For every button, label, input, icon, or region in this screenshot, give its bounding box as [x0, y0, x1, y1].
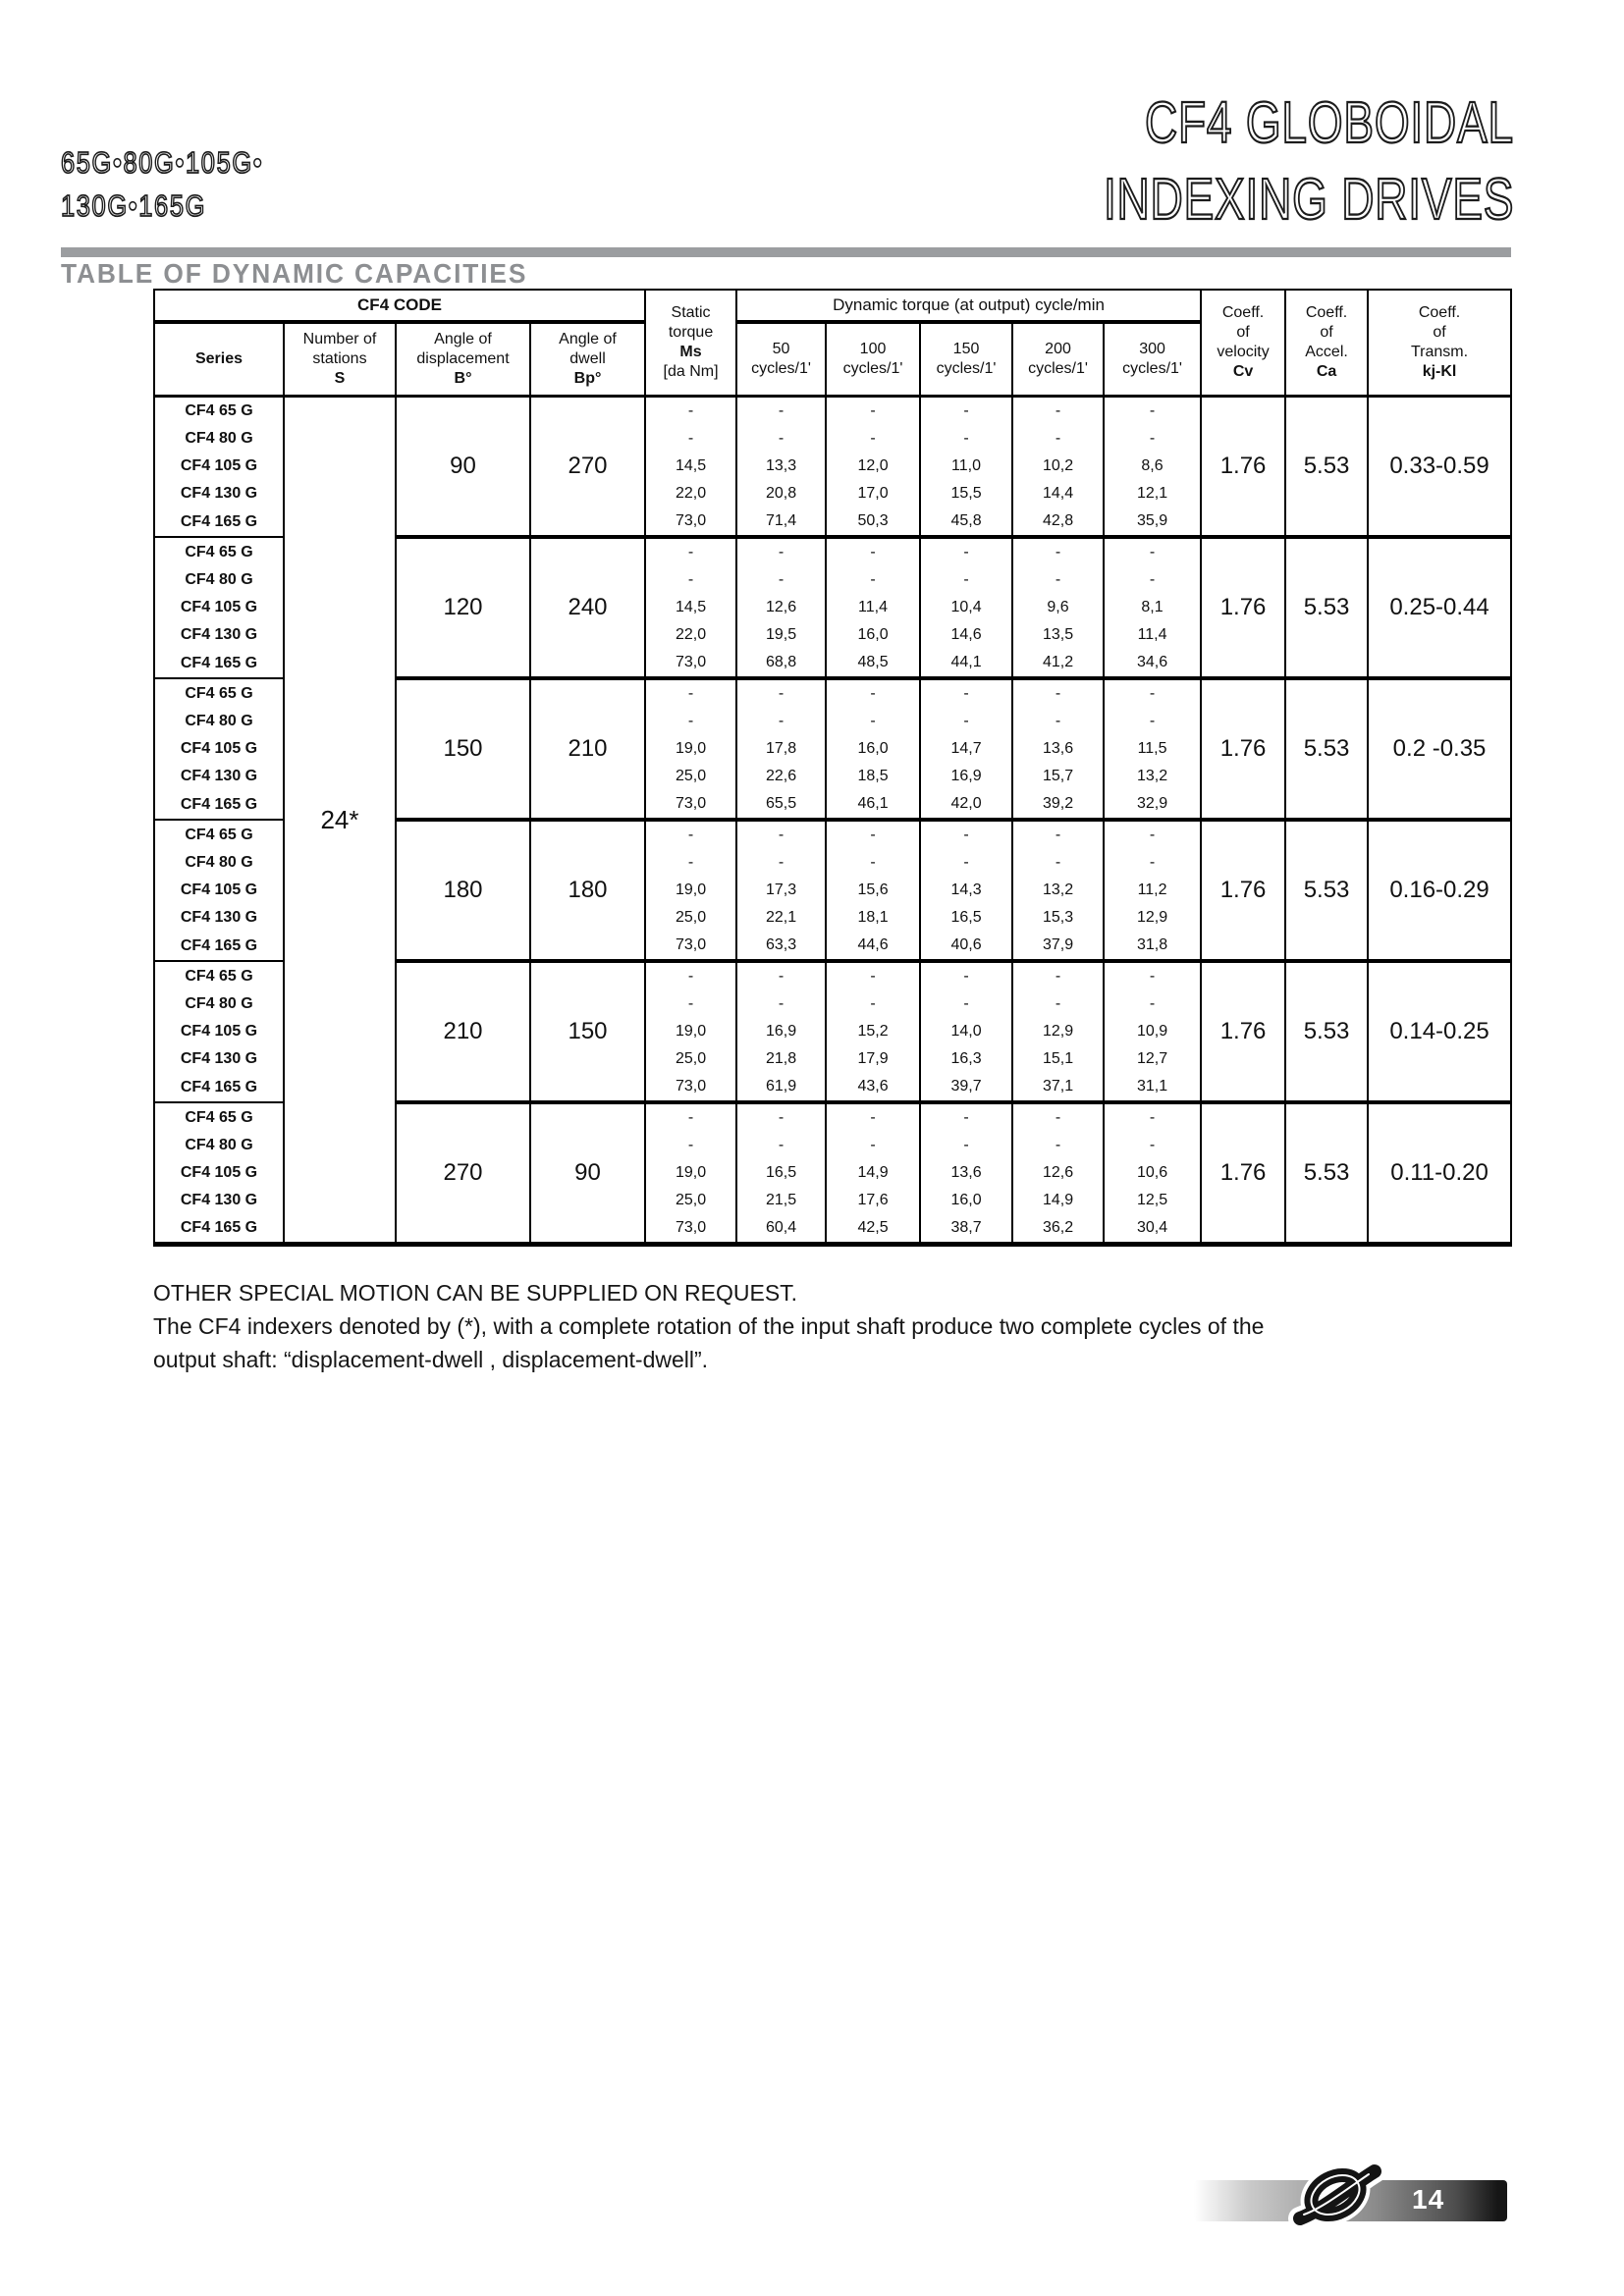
dynamic-torque-cell: 10,6 — [1104, 1159, 1201, 1187]
dynamic-torque-cell: 16,0 — [826, 621, 920, 649]
dynamic-torque-cell: - — [736, 708, 826, 735]
dynamic-torque-cell: - — [826, 566, 920, 594]
dynamic-torque-cell: - — [1012, 537, 1104, 566]
coeff-velocity-cell: 1.76 — [1201, 961, 1285, 1102]
dynamic-capacities-table-wrap — [153, 289, 1512, 1247]
dwell-cell: 240 — [530, 537, 645, 678]
static-torque-cell: 19,0 — [645, 1018, 736, 1045]
stations-cell: 24* — [284, 397, 396, 1245]
dynamic-torque-cell: 40,6 — [920, 932, 1012, 961]
dynamic-torque-cell: - — [826, 961, 920, 990]
coeff-accel-cell: 5.53 — [1285, 820, 1368, 961]
dynamic-torque-cell: - — [1012, 708, 1104, 735]
series-cell: CF4 80 G — [154, 708, 284, 735]
dynamic-torque-cell: 42,5 — [826, 1214, 920, 1245]
page-title-line1: CF4 GLOBOIDAL — [1145, 90, 1514, 155]
dynamic-torque-cell: - — [1104, 849, 1201, 877]
dynamic-torque-cell: 22,1 — [736, 904, 826, 932]
static-torque-cell: - — [645, 990, 736, 1018]
dwell-cell: 210 — [530, 678, 645, 820]
dynamic-torque-cell: 21,5 — [736, 1187, 826, 1214]
displacement-cell: 90 — [396, 397, 530, 538]
footnotes — [153, 1276, 1528, 1376]
dynamic-torque-cell: 41,2 — [1012, 649, 1104, 678]
dynamic-torque-cell: 17,6 — [826, 1187, 920, 1214]
dynamic-torque-cell: 14,7 — [920, 735, 1012, 763]
dynamic-torque-cell: - — [736, 990, 826, 1018]
dynamic-torque-cell: 18,1 — [826, 904, 920, 932]
dynamic-torque-cell: 13,6 — [920, 1159, 1012, 1187]
coeff-transm-cell: 0.11-0.20 — [1368, 1102, 1511, 1245]
dynamic-torque-cell: - — [1104, 708, 1201, 735]
dynamic-torque-cell: 17,9 — [826, 1045, 920, 1073]
dynamic-torque-cell: 39,7 — [920, 1073, 1012, 1102]
static-torque-cell: 25,0 — [645, 763, 736, 790]
series-cell: CF4 165 G — [154, 790, 284, 820]
series-cell: CF4 130 G — [154, 1187, 284, 1214]
static-torque-cell: - — [645, 1132, 736, 1159]
series-cell: CF4 165 G — [154, 1073, 284, 1102]
dynamic-torque-cell: 32,9 — [1104, 790, 1201, 820]
dynamic-torque-cell: 12,0 — [826, 453, 920, 480]
dynamic-torque-cell: - — [826, 537, 920, 566]
dynamic-torque-cell: 9,6 — [1012, 594, 1104, 621]
dynamic-torque-cell: - — [920, 708, 1012, 735]
dynamic-torque-cell: - — [736, 961, 826, 990]
dynamic-torque-cell: 11,4 — [826, 594, 920, 621]
dynamic-torque-cell: 13,5 — [1012, 621, 1104, 649]
footnote-line3: output shaft: “displacement-dwell , displacement-dwell”. — [153, 1347, 709, 1372]
static-torque-cell: - — [645, 566, 736, 594]
dynamic-torque-cell: 10,4 — [920, 594, 1012, 621]
dynamic-torque-cell: - — [1104, 961, 1201, 990]
dynamic-torque-cell: 12,6 — [1012, 1159, 1104, 1187]
dynamic-torque-cell: 11,4 — [1104, 621, 1201, 649]
static-torque-cell: 73,0 — [645, 932, 736, 961]
dynamic-torque-cell: - — [826, 1102, 920, 1132]
static-torque-cell: 19,0 — [645, 877, 736, 904]
footnote-line1: OTHER SPECIAL MOTION CAN BE SUPPLIED ON REQUEST. — [153, 1280, 798, 1306]
dynamic-torque-cell: - — [920, 849, 1012, 877]
dwell-cell: 270 — [530, 397, 645, 538]
dynamic-torque-cell: 44,6 — [826, 932, 920, 961]
dynamic-torque-cell: 36,2 — [1012, 1214, 1104, 1245]
dynamic-torque-cell: 13,2 — [1104, 763, 1201, 790]
dynamic-torque-cell: - — [920, 1102, 1012, 1132]
dynamic-torque-cell: - — [1012, 990, 1104, 1018]
static-torque-cell: - — [645, 537, 736, 566]
dynamic-torque-cell: 11,5 — [1104, 735, 1201, 763]
dynamic-torque-cell: 15,2 — [826, 1018, 920, 1045]
dynamic-torque-cell: 16,5 — [736, 1159, 826, 1187]
dynamic-torque-cell: 16,0 — [826, 735, 920, 763]
dynamic-torque-cell: 30,4 — [1104, 1214, 1201, 1245]
dynamic-torque-cell: - — [1012, 1132, 1104, 1159]
displacement-cell: 150 — [396, 678, 530, 820]
coeff-accel-cell: 5.53 — [1285, 1102, 1368, 1245]
cf4-code-header: CF4 CODE — [154, 290, 645, 322]
coeff-accel-cell: 5.53 — [1285, 537, 1368, 678]
dynamic-torque-cell: 17,8 — [736, 735, 826, 763]
dynamic-torque-cell: 35,9 — [1104, 507, 1201, 537]
cycles-300-header: 300 cycles/1' — [1104, 322, 1201, 397]
series-cell: CF4 80 G — [154, 990, 284, 1018]
dynamic-torque-cell: 12,5 — [1104, 1187, 1201, 1214]
series-cell: CF4 80 G — [154, 425, 284, 453]
coeff-velocity-cell: 1.76 — [1201, 397, 1285, 538]
coeff-accel-cell: 5.53 — [1285, 678, 1368, 820]
dynamic-torque-cell: 38,7 — [920, 1214, 1012, 1245]
dynamic-torque-cell: - — [826, 820, 920, 849]
coeff-transm-cell: 0.16-0.29 — [1368, 820, 1511, 961]
dynamic-torque-cell: 13,6 — [1012, 735, 1104, 763]
dynamic-torque-cell: - — [1104, 820, 1201, 849]
stations-header: Number of stations S — [284, 322, 396, 397]
static-torque-cell: 73,0 — [645, 790, 736, 820]
dynamic-torque-cell: - — [736, 425, 826, 453]
dynamic-torque-cell: 39,2 — [1012, 790, 1104, 820]
dynamic-torque-cell: - — [1104, 990, 1201, 1018]
coeff-velocity-cell: 1.76 — [1201, 820, 1285, 961]
dynamic-torque-cell: 45,8 — [920, 507, 1012, 537]
coeff-transm-cell: 0.33-0.59 — [1368, 397, 1511, 538]
dynamic-torque-cell: - — [736, 820, 826, 849]
displacement-cell: 180 — [396, 820, 530, 961]
displacement-cell: 210 — [396, 961, 530, 1102]
dynamic-torque-cell: 8,6 — [1104, 453, 1201, 480]
cycles-100-header: 100 cycles/1' — [826, 322, 920, 397]
dwell-cell: 180 — [530, 820, 645, 961]
static-torque-cell: 19,0 — [645, 735, 736, 763]
static-torque-cell: 19,0 — [645, 1159, 736, 1187]
series-cell: CF4 130 G — [154, 763, 284, 790]
dynamic-torque-cell: 61,9 — [736, 1073, 826, 1102]
dynamic-torque-cell: 16,3 — [920, 1045, 1012, 1073]
static-torque-cell: - — [645, 961, 736, 990]
dynamic-torque-cell: 12,9 — [1104, 904, 1201, 932]
dynamic-torque-cell: - — [1012, 1102, 1104, 1132]
coeff-velocity-cell: 1.76 — [1201, 678, 1285, 820]
dynamic-torque-cell: 43,6 — [826, 1073, 920, 1102]
static-torque-cell: 22,0 — [645, 621, 736, 649]
dynamic-torque-cell: - — [1012, 425, 1104, 453]
dynamic-torque-cell: 11,0 — [920, 453, 1012, 480]
dynamic-torque-cell: - — [826, 849, 920, 877]
series-cell: CF4 105 G — [154, 1018, 284, 1045]
dwell-header: Angle of dwell Bp° — [530, 322, 645, 397]
dynamic-torque-cell: - — [1104, 566, 1201, 594]
series-cell: CF4 65 G — [154, 397, 284, 426]
series-cell: CF4 105 G — [154, 877, 284, 904]
dynamic-torque-header: Dynamic torque (at output) cycle/min — [736, 290, 1201, 322]
dynamic-torque-cell: - — [1012, 820, 1104, 849]
dynamic-torque-cell: 60,4 — [736, 1214, 826, 1245]
dynamic-torque-cell: - — [1104, 1132, 1201, 1159]
static-torque-cell: 22,0 — [645, 480, 736, 507]
dynamic-torque-cell: 8,1 — [1104, 594, 1201, 621]
knot-logo-icon — [1284, 2154, 1386, 2234]
series-cell: CF4 130 G — [154, 480, 284, 507]
page-title-line2: INDEXING DRIVES — [1103, 167, 1514, 232]
coeff-accel-cell: 5.53 — [1285, 397, 1368, 538]
dynamic-torque-cell: - — [826, 990, 920, 1018]
series-cell: CF4 105 G — [154, 735, 284, 763]
section-title: TABLE OF DYNAMIC CAPACITIES — [61, 258, 528, 289]
dynamic-torque-cell: 44,1 — [920, 649, 1012, 678]
dynamic-torque-cell: - — [1012, 961, 1104, 990]
series-cell: CF4 65 G — [154, 537, 284, 566]
dynamic-torque-cell: - — [1104, 397, 1201, 426]
dynamic-torque-cell: - — [826, 397, 920, 426]
series-cell: CF4 80 G — [154, 566, 284, 594]
dynamic-torque-cell: 63,3 — [736, 932, 826, 961]
model-list-line1: 65G•80G•105G• — [61, 145, 264, 180]
dynamic-torque-cell: 15,5 — [920, 480, 1012, 507]
dynamic-torque-cell: 31,1 — [1104, 1073, 1201, 1102]
coeff-transm-cell: 0.25-0.44 — [1368, 537, 1511, 678]
dynamic-torque-cell: - — [920, 537, 1012, 566]
series-cell: CF4 65 G — [154, 820, 284, 849]
cycles-200-header: 200 cycles/1' — [1012, 322, 1104, 397]
dwell-cell: 150 — [530, 961, 645, 1102]
series-cell: CF4 105 G — [154, 453, 284, 480]
static-torque-cell: - — [645, 849, 736, 877]
dynamic-torque-cell: - — [826, 1132, 920, 1159]
dynamic-torque-cell: 16,0 — [920, 1187, 1012, 1214]
dwell-cell: 90 — [530, 1102, 645, 1245]
series-cell: CF4 65 G — [154, 1102, 284, 1132]
coeff-transm-cell: 0.14-0.25 — [1368, 961, 1511, 1102]
table-row — [154, 397, 1511, 426]
dynamic-torque-cell: - — [920, 820, 1012, 849]
dynamic-torque-cell: - — [1104, 1102, 1201, 1132]
series-cell: CF4 165 G — [154, 932, 284, 961]
dynamic-torque-cell: - — [920, 990, 1012, 1018]
dynamic-torque-cell: 16,9 — [920, 763, 1012, 790]
dynamic-torque-cell: 68,8 — [736, 649, 826, 678]
dynamic-torque-cell: 17,0 — [826, 480, 920, 507]
static-torque-cell: 73,0 — [645, 1214, 736, 1245]
dynamic-torque-cell: 15,1 — [1012, 1045, 1104, 1073]
dynamic-torque-cell: - — [920, 425, 1012, 453]
series-cell: CF4 130 G — [154, 904, 284, 932]
dynamic-torque-cell: 71,4 — [736, 507, 826, 537]
coeff-velocity-cell: 1.76 — [1201, 1102, 1285, 1245]
model-list — [61, 141, 308, 228]
static-torque-header: Static torque Ms [da Nm] — [645, 290, 736, 397]
dynamic-torque-cell: - — [826, 708, 920, 735]
dynamic-torque-cell: 14,9 — [826, 1159, 920, 1187]
static-torque-cell: 73,0 — [645, 649, 736, 678]
displacement-cell: 120 — [396, 537, 530, 678]
series-cell: CF4 80 G — [154, 849, 284, 877]
dynamic-torque-cell: - — [920, 961, 1012, 990]
dynamic-torque-cell: - — [736, 397, 826, 426]
static-torque-cell: 14,5 — [645, 594, 736, 621]
static-torque-cell: 25,0 — [645, 1187, 736, 1214]
dynamic-torque-cell: 21,8 — [736, 1045, 826, 1073]
dynamic-torque-cell: 12,6 — [736, 594, 826, 621]
cycles-50-header: 50 cycles/1' — [736, 322, 826, 397]
dynamic-torque-cell: - — [1012, 397, 1104, 426]
series-cell: CF4 65 G — [154, 678, 284, 708]
dynamic-torque-cell: 13,2 — [1012, 877, 1104, 904]
dynamic-torque-cell: - — [1104, 678, 1201, 708]
static-torque-cell: - — [645, 397, 736, 426]
dynamic-torque-cell: - — [920, 678, 1012, 708]
dynamic-torque-cell: 46,1 — [826, 790, 920, 820]
dynamic-torque-cell: 34,6 — [1104, 649, 1201, 678]
dynamic-torque-cell: - — [1104, 425, 1201, 453]
dynamic-torque-cell: 10,9 — [1104, 1018, 1201, 1045]
dynamic-torque-cell: 42,0 — [920, 790, 1012, 820]
dynamic-torque-cell: 14,3 — [920, 877, 1012, 904]
dynamic-torque-cell: - — [1104, 537, 1201, 566]
static-torque-cell: 14,5 — [645, 453, 736, 480]
dynamic-torque-cell: 15,6 — [826, 877, 920, 904]
series-cell: CF4 130 G — [154, 621, 284, 649]
dynamic-torque-cell: 14,9 — [1012, 1187, 1104, 1214]
dynamic-torque-cell: - — [1012, 566, 1104, 594]
static-torque-cell: - — [645, 1102, 736, 1132]
series-cell: CF4 165 G — [154, 1214, 284, 1245]
dynamic-torque-cell: - — [920, 1132, 1012, 1159]
dynamic-torque-cell: - — [826, 425, 920, 453]
dynamic-torque-cell: 17,3 — [736, 877, 826, 904]
coeff-velocity-header: Coeff. of velocity Cv — [1201, 290, 1285, 397]
coeff-accel-cell: 5.53 — [1285, 961, 1368, 1102]
footnote-line2: The CF4 indexers denoted by (*), with a complete rotation of the input shaft produce two complete cycles of the — [153, 1313, 1265, 1339]
static-torque-cell: - — [645, 820, 736, 849]
series-cell: CF4 65 G — [154, 961, 284, 990]
page-number: 14 — [1412, 2184, 1445, 2215]
dynamic-torque-cell: 16,5 — [920, 904, 1012, 932]
dynamic-torque-cell: 37,1 — [1012, 1073, 1104, 1102]
dynamic-torque-cell: - — [1012, 849, 1104, 877]
dynamic-torque-cell: 18,5 — [826, 763, 920, 790]
dynamic-torque-cell: - — [736, 1102, 826, 1132]
page-title — [988, 84, 1514, 238]
static-torque-cell: - — [645, 708, 736, 735]
dynamic-torque-cell: 12,1 — [1104, 480, 1201, 507]
dynamic-torque-cell: 11,2 — [1104, 877, 1201, 904]
dynamic-torque-cell: 65,5 — [736, 790, 826, 820]
dynamic-torque-cell: - — [1012, 678, 1104, 708]
coeff-transm-cell: 0.2 -0.35 — [1368, 678, 1511, 820]
coeff-velocity-cell: 1.76 — [1201, 537, 1285, 678]
dynamic-torque-cell: 14,4 — [1012, 480, 1104, 507]
dynamic-torque-cell: 48,5 — [826, 649, 920, 678]
dynamic-torque-cell: 42,8 — [1012, 507, 1104, 537]
dynamic-torque-cell: 50,3 — [826, 507, 920, 537]
static-torque-cell: 25,0 — [645, 904, 736, 932]
static-torque-cell: 73,0 — [645, 507, 736, 537]
dynamic-torque-cell: 22,6 — [736, 763, 826, 790]
dynamic-torque-cell: 15,7 — [1012, 763, 1104, 790]
series-cell: CF4 105 G — [154, 1159, 284, 1187]
dynamic-torque-cell: 12,7 — [1104, 1045, 1201, 1073]
coeff-accel-header: Coeff. of Accel. Ca — [1285, 290, 1368, 397]
displacement-header: Angle of displacement B° — [396, 322, 530, 397]
header-row-1 — [154, 290, 1511, 322]
series-cell: CF4 165 G — [154, 507, 284, 537]
static-torque-cell: - — [645, 678, 736, 708]
series-cell: CF4 165 G — [154, 649, 284, 678]
dynamic-torque-cell: - — [736, 678, 826, 708]
dynamic-torque-cell: 16,9 — [736, 1018, 826, 1045]
static-torque-cell: 73,0 — [645, 1073, 736, 1102]
dynamic-torque-cell: - — [736, 849, 826, 877]
coeff-transm-header: Coeff. of Transm. kj-Kl — [1368, 290, 1511, 397]
dynamic-torque-cell: - — [826, 678, 920, 708]
dynamic-torque-cell: 31,8 — [1104, 932, 1201, 961]
dynamic-torque-cell: 13,3 — [736, 453, 826, 480]
dynamic-torque-cell: 15,3 — [1012, 904, 1104, 932]
dynamic-torque-cell: - — [736, 1132, 826, 1159]
dynamic-torque-cell: 14,0 — [920, 1018, 1012, 1045]
dynamic-torque-cell: 37,9 — [1012, 932, 1104, 961]
series-header: Series — [154, 322, 284, 397]
dynamic-capacities-table — [153, 289, 1512, 1247]
model-list-line2: 130G•165G — [61, 188, 207, 223]
static-torque-cell: 25,0 — [645, 1045, 736, 1073]
series-cell: CF4 130 G — [154, 1045, 284, 1073]
dynamic-torque-cell: 19,5 — [736, 621, 826, 649]
dynamic-torque-cell: 10,2 — [1012, 453, 1104, 480]
divider-bar — [61, 247, 1511, 257]
dynamic-torque-cell: 20,8 — [736, 480, 826, 507]
dynamic-torque-cell: - — [736, 566, 826, 594]
dynamic-torque-cell: - — [920, 566, 1012, 594]
cycles-150-header: 150 cycles/1' — [920, 322, 1012, 397]
dynamic-torque-cell: - — [736, 537, 826, 566]
series-cell: CF4 105 G — [154, 594, 284, 621]
dynamic-torque-cell: - — [920, 397, 1012, 426]
dynamic-torque-cell: 14,6 — [920, 621, 1012, 649]
displacement-cell: 270 — [396, 1102, 530, 1245]
table-body — [154, 397, 1511, 1245]
dynamic-torque-cell: 12,9 — [1012, 1018, 1104, 1045]
series-cell: CF4 80 G — [154, 1132, 284, 1159]
static-torque-cell: - — [645, 425, 736, 453]
